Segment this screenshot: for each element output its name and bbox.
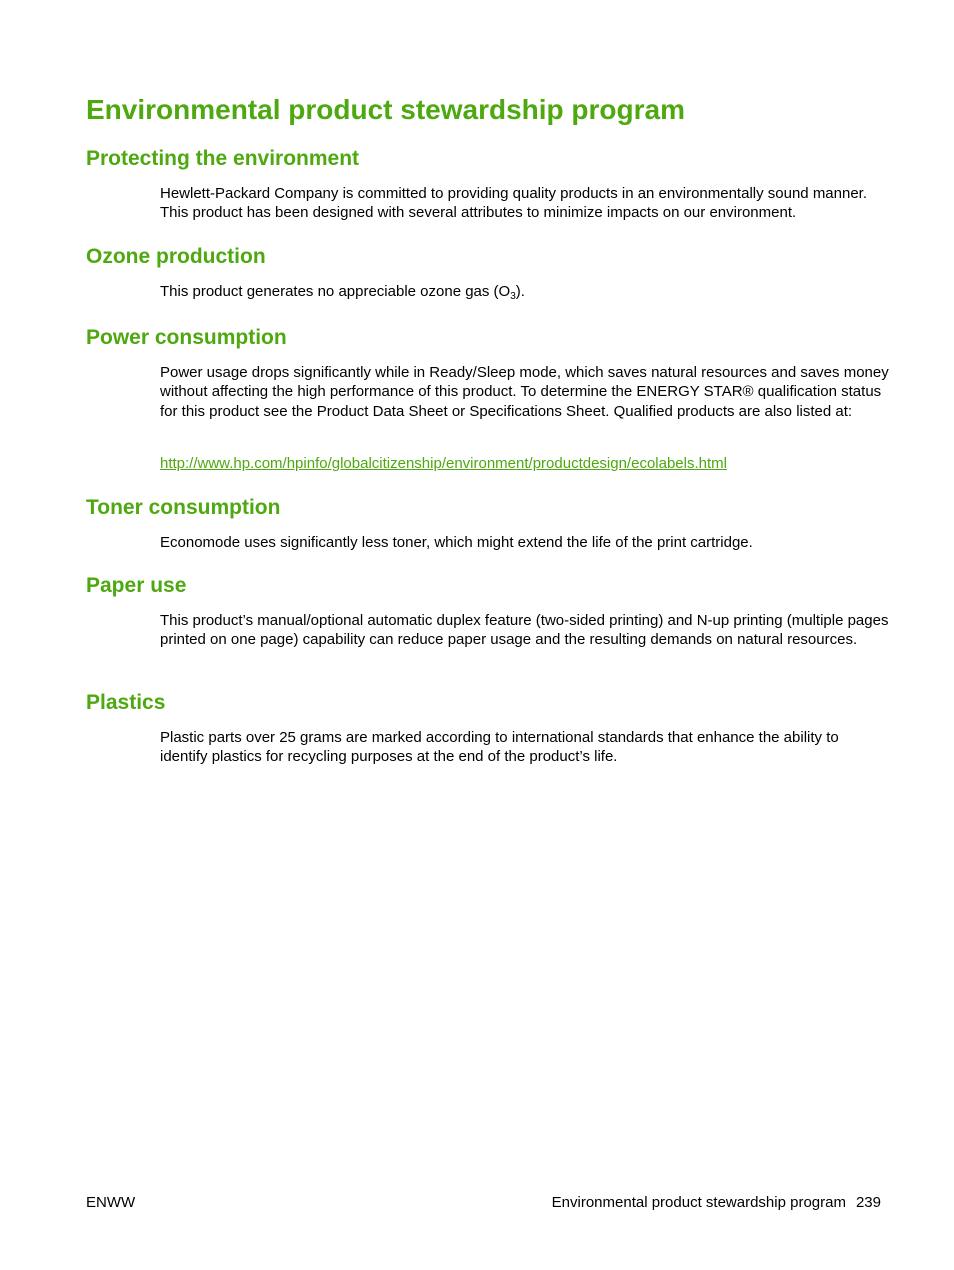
section-heading-toner-consumption: Toner consumption <box>86 496 281 519</box>
section-paragraph-power-consumption: Power usage drops significantly while in Ready/Sleep mode, which saves natural resources and saves money without affecting the high performance of this product. To determine the ENERGY STAR® qualification status for this product see the Product Data Sheet or Specifications Sheet. Qualified products are also listed at: <box>160 364 889 420</box>
footer-enww: ENWW <box>86 1194 136 1211</box>
footer-title: Environmental product stewardship program <box>551 1194 846 1211</box>
ozone-subscript: 3 <box>510 291 516 302</box>
section-paragraph-paper-use: This product’s manual/optional automatic duplex feature (two-sided printing) and N-up printing (multiple pages printed on one page) capability can reduce paper usage and the resulting demands on natural resources. <box>160 612 889 649</box>
section-paragraph-protecting-environment: Hewlett-Packard Company is committed to providing quality products in an environmentally sound manner. This product has been designed with several attributes to minimize impacts on our environment. <box>160 185 868 222</box>
section-heading-plastics: Plastics <box>86 691 166 714</box>
page-title: Environmental product stewardship program <box>86 94 685 125</box>
page-number: 239 <box>855 1194 881 1211</box>
section-paragraph-plastics: Plastic parts over 25 grams are marked according to international standards that enhance the ability to identify plastics for recycling purposes at the end of the product’s life. <box>160 729 839 766</box>
ozone-text-before: This product generates no appreciable ozone gas (O <box>160 283 511 300</box>
section-heading-ozone-production: Ozone production <box>86 245 266 268</box>
footer-right <box>552 1193 881 1212</box>
section-heading-paper-use: Paper use <box>86 574 187 597</box>
section-paragraph-ozone-production <box>160 282 890 301</box>
ecolabels-link[interactable]: http://www.hp.com/hpinfo/globalcitizenship/environment/productdesign/ecolabels.html <box>160 455 727 472</box>
ozone-text-after: ). <box>515 283 525 300</box>
section-heading-power-consumption: Power consumption <box>86 326 287 349</box>
section-heading-protecting-environment: Protecting the environment <box>86 147 360 170</box>
section-paragraph-toner-consumption: Economode uses significantly less toner, which might extend the life of the print cartridge. <box>160 534 753 551</box>
